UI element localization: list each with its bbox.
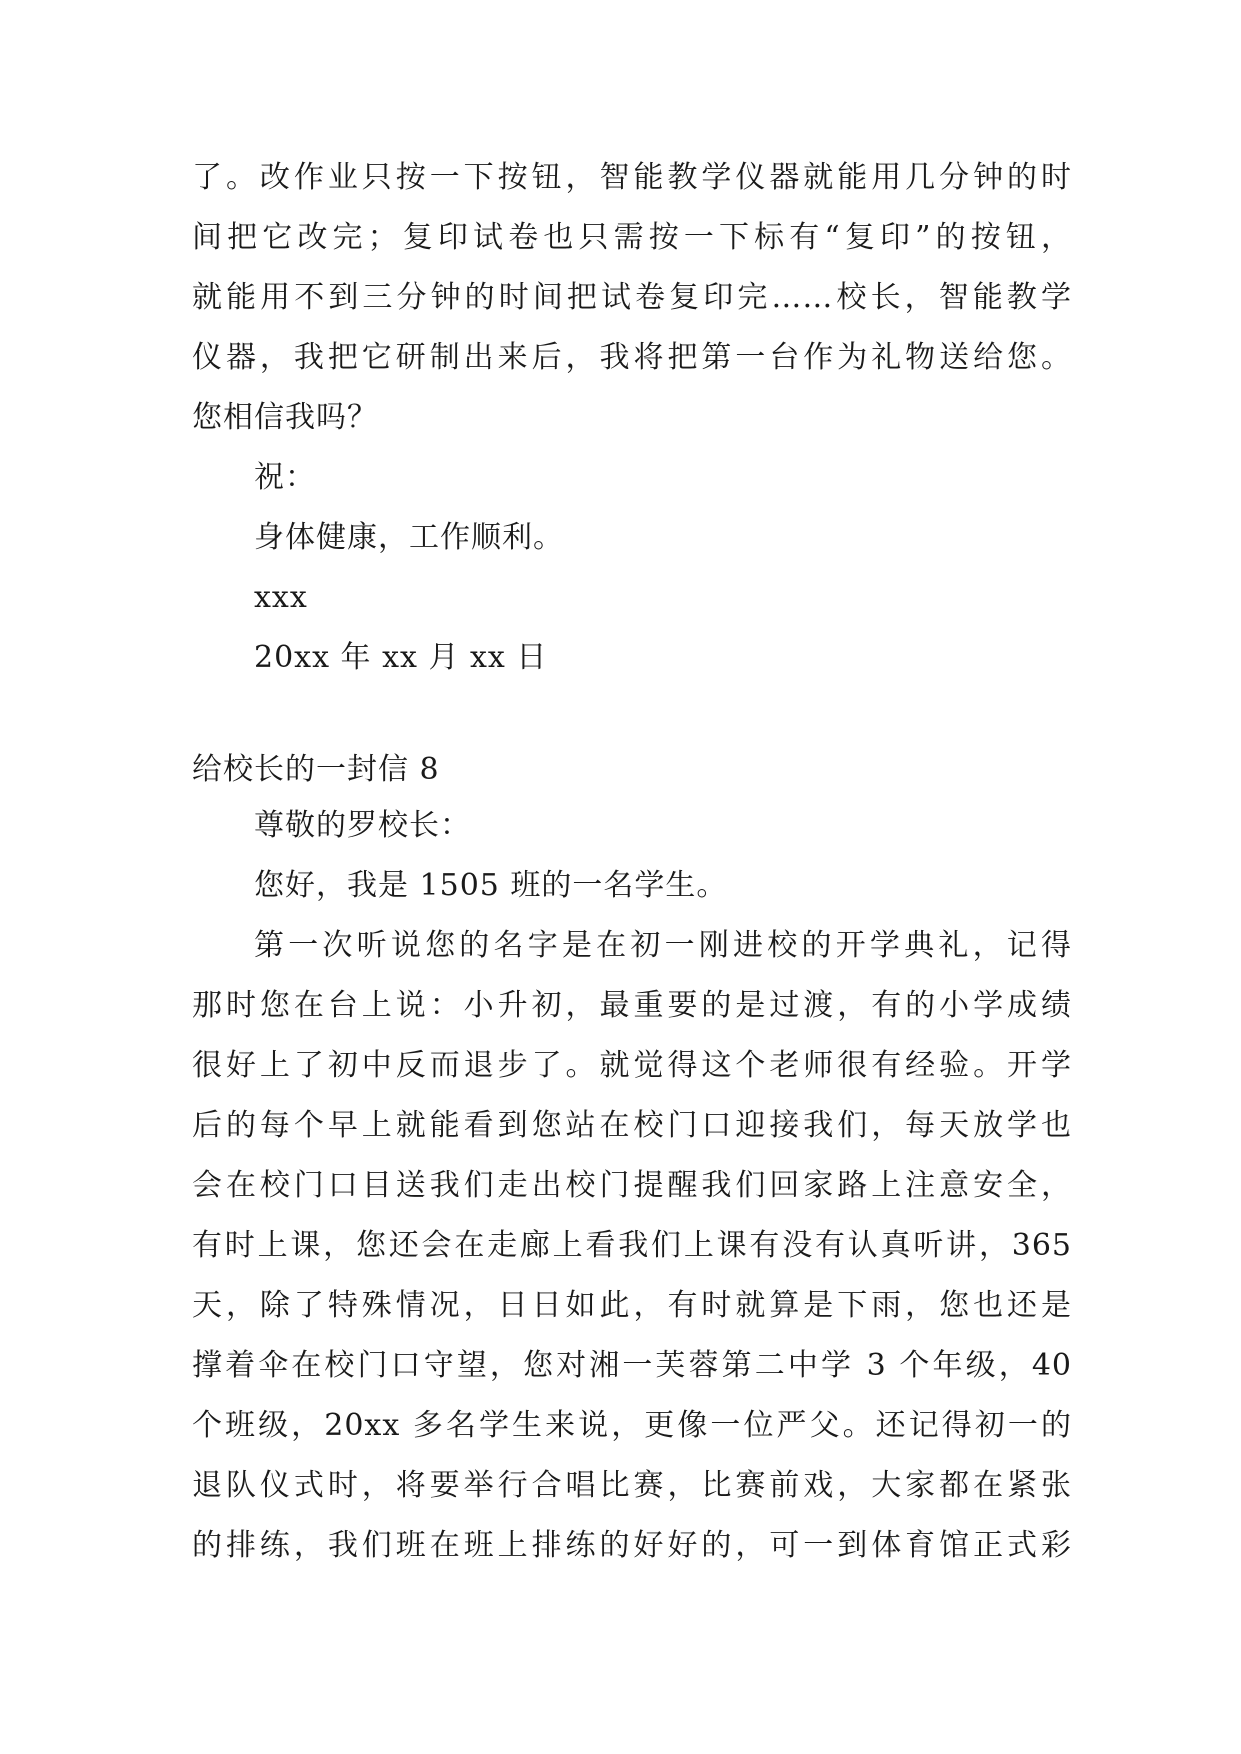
paragraph-line: 就能用不到三分钟的时间把试卷复印完……校长，智能教学	[192, 280, 1072, 315]
letter-title: 给校长的一封信 8	[192, 752, 440, 787]
salutation: 尊敬的罗校长：	[254, 808, 471, 843]
paragraph-line: 天，除了特殊情况，日日如此，有时就算是下雨，您也还是	[192, 1288, 1072, 1323]
paragraph-line: 个班级，20xx 多名学生来说，更像一位严父。还记得初一的	[192, 1408, 1072, 1443]
paragraph-line: 第一次听说您的名字是在初一刚进校的开学典礼，记得	[254, 928, 1072, 963]
signature: xxx	[254, 580, 308, 615]
paragraph-line: 间把它改完；复印试卷也只需按一下标有“复印”的按钮，	[192, 220, 1072, 255]
closing-line: 祝：	[254, 460, 316, 495]
paragraph-line: 您相信我吗？	[192, 400, 378, 435]
paragraph-line: 那时您在台上说：小升初，最重要的是过渡，有的小学成绩	[192, 988, 1072, 1023]
wish-line: 身体健康，工作顺利。	[254, 520, 564, 555]
paragraph-line: 仪器，我把它研制出来后，我将把第一台作为礼物送给您。	[192, 340, 1072, 375]
paragraph-line: 很好上了初中反而退步了。就觉得这个老师很有经验。开学	[192, 1048, 1072, 1083]
paragraph-line: 后的每个早上就能看到您站在校门口迎接我们，每天放学也	[192, 1108, 1072, 1143]
date-line: 20xx 年 xx 月 xx 日	[254, 640, 548, 675]
paragraph-line: 的排练，我们班在班上排练的好好的，可一到体育馆正式彩	[192, 1528, 1072, 1563]
paragraph-line: 有时上课，您还会在走廊上看我们上课有没有认真听讲，365	[192, 1228, 1072, 1263]
greeting: 您好，我是 1505 班的一名学生。	[254, 868, 728, 903]
paragraph-line: 会在校门口目送我们走出校门提醒我们回家路上注意安全，	[192, 1168, 1072, 1203]
paragraph-line: 了。改作业只按一下按钮，智能教学仪器就能用几分钟的时	[192, 160, 1072, 195]
paragraph-line: 撑着伞在校门口守望，您对湘一芙蓉第二中学 3 个年级，40	[192, 1348, 1072, 1383]
paragraph-line: 退队仪式时，将要举行合唱比赛，比赛前戏，大家都在紧张	[192, 1468, 1072, 1503]
